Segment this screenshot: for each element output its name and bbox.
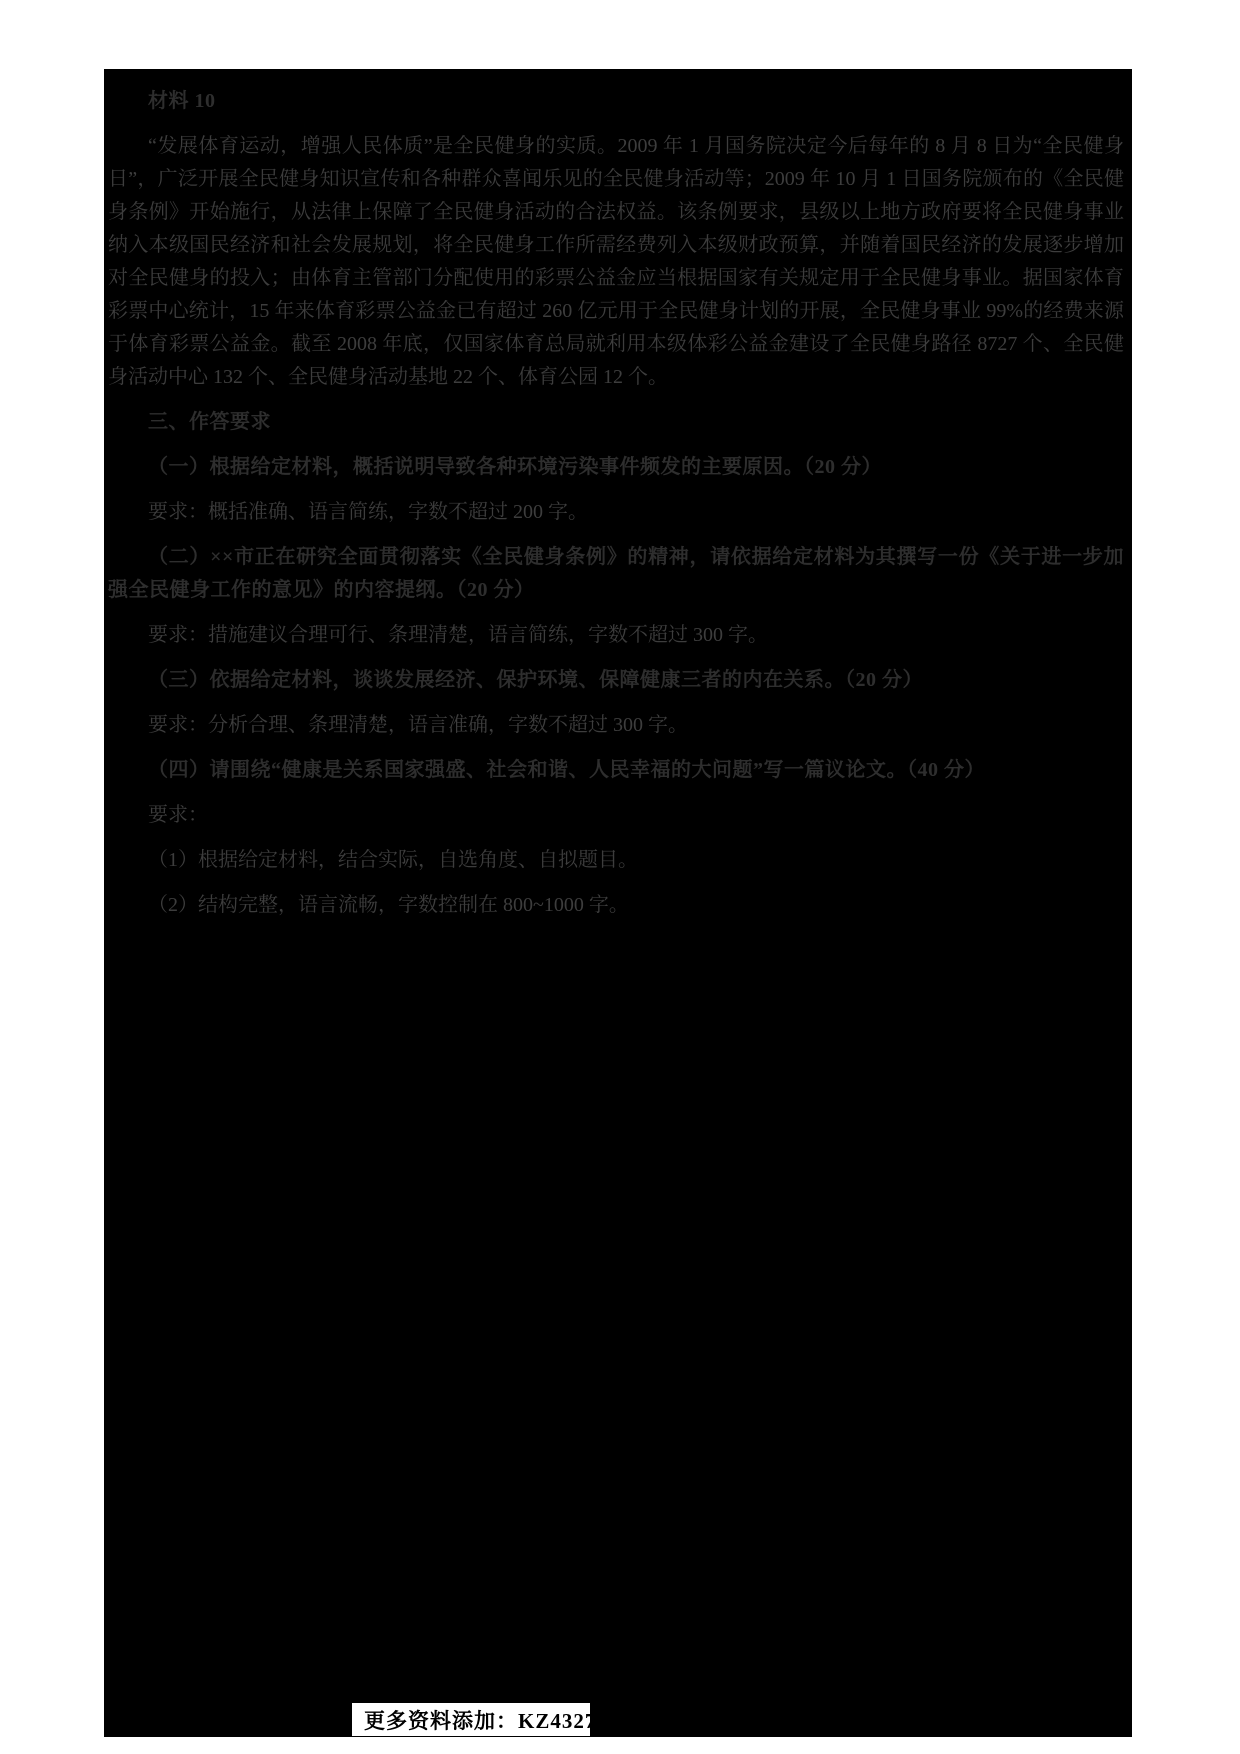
watermark-text: 更多资料添加：KZ4327 [364,1708,597,1733]
question-4: （四）请围绕“健康是关系国家强盛、社会和谐、人民幸福的大问题”写一篇议论文。（40 分） [148,759,985,781]
material-heading: 材料 10 [148,90,216,112]
question-1: （一）根据给定材料，概括说明导致各种环境污染事件频发的主要原因。（20 分） [148,456,882,478]
requirement-4-item-2: （2）结构完整，语言流畅，字数控制在 800~1000 字。 [148,894,629,916]
section-heading: 三、作答要求 [148,411,271,433]
requirement-1: 要求：概括准确、语言简练，字数不超过 200 字。 [148,501,588,523]
question-3: （三）依据给定材料，谈谈发展经济、保护环境、保障健康三者的内在关系。（20 分） [148,669,923,691]
document-page [104,69,1132,1737]
requirement-3: 要求：分析合理、条理清楚，语言准确，字数不超过 300 字。 [148,714,688,736]
document-content [104,69,1132,922]
question-2: （二）××市正在研究全面贯彻落实《全民健身条例》的精神，请依据给定材料为其撰写一份《关于进一步加强全民健身工作的意见》的内容提纲。（20 分） [108,546,1124,601]
requirement-4-item-1: （1）根据给定材料，结合实际，自选角度、自拟题目。 [148,849,638,871]
requirement-4: 要求： [148,804,208,826]
material-paragraph: “发展体育运动，增强人民体质”是全民健身的实质。2009 年 1 月国务院决定今后每年的 8 月 8 日为“全民健身日”，广泛开展全民健身知识宣传和各种群众喜闻乐见的全民健身活动等；2009 年 10 月 1 日国务院颁布的《全民健身条例》开始施行，从法律上保障了全民健身活动的合法权益。该条例要求，县级以上地方政府要将全民健身事业纳入本级国民经济和社会发展规划，将全民健身工作所需经费列入本级财政预算，并随着国民经济的发展逐步增加对全民健身的投入；由体育主管部门分配使用的彩票公益金应当根据国家有关规定用于全民健身事业。据国家体育彩票中心统计，15 年来体育彩票公益金已有超过 260 亿元用于全民健身计划的开展，全民健身事业 99%的经费来源于体育彩票公益金。截至 2008 年底，仅国家体育总局就利用本级体彩公益金建设了全民健身路径 8727 个、全民健身活动中心 132 个、全民健身活动基地 22 个、体育公园 12 个。 [108,135,1124,388]
requirement-2: 要求：措施建议合理可行、条理清楚，语言简练，字数不超过 300 字。 [148,624,768,646]
watermark-box [352,1703,597,1736]
